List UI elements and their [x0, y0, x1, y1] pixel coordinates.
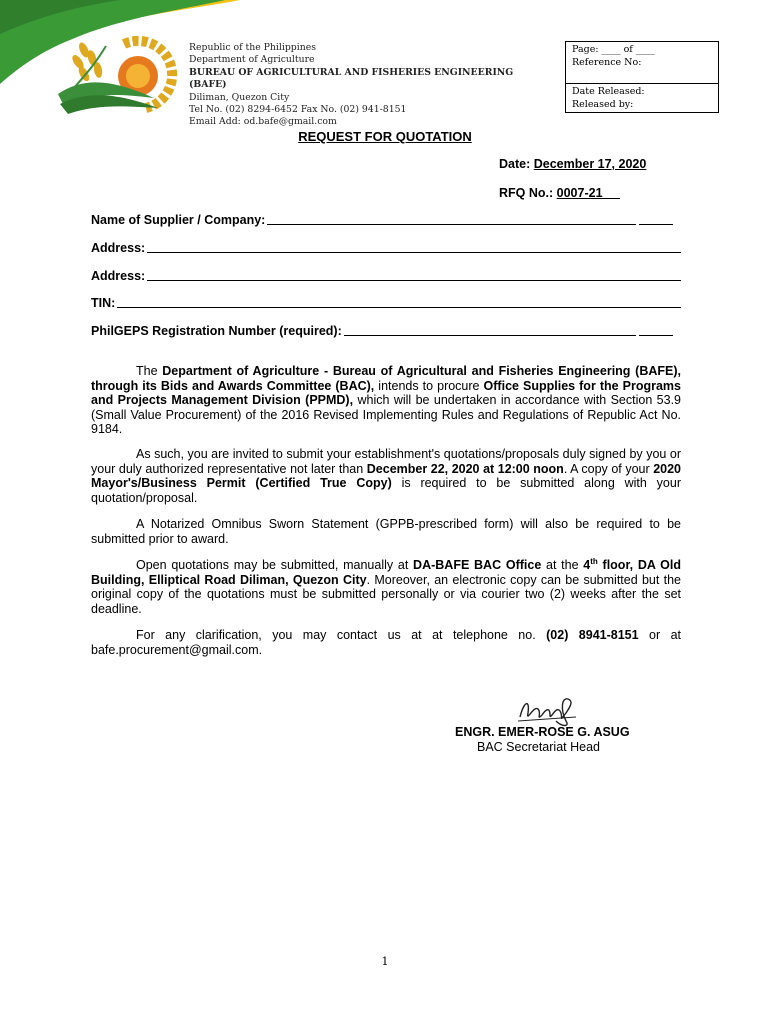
address2-field[interactable]	[91, 267, 681, 283]
rfq-value: 0007-21	[556, 186, 603, 200]
record-box-top	[565, 41, 719, 84]
released-by-field: Released by:	[572, 99, 634, 110]
signature-image	[516, 695, 578, 729]
supplier-label: Name of Supplier / Company:	[91, 213, 266, 227]
bafe-logo	[54, 36, 178, 118]
document-title: REQUEST FOR QUOTATION	[298, 129, 472, 144]
supplier-blank[interactable]	[267, 223, 636, 225]
page-field: Page: ____ of ____	[572, 44, 655, 55]
signatory-name: ENGR. EMER-ROSE G. ASUG	[455, 725, 630, 739]
contact-email: or at bafe.procurement@gmail.com.	[91, 628, 681, 657]
address1-label: Address:	[91, 241, 146, 255]
address-text: Diliman, Quezon City	[189, 91, 290, 103]
philgeps-label: PhilGEPS Registration Number (required):	[91, 324, 342, 338]
date-label: Date:	[499, 157, 534, 171]
supplier-field[interactable]	[91, 211, 681, 227]
paragraph-3: A Notarized Omnibus Sworn Statement (GPPB-prescribed form) will also be required to be submitted prior to award.	[91, 517, 681, 546]
paragraph-4: Open quotations may be submitted, manually at DA-BAFE BAC Office at the 4th floor, DA Old Building, Elliptical Road Diliman, Quezon City. Moreover, an electronic copy can be submitted but the original copy of the quotations must be submitted personally or via courier two (2) weeks after the set deadline.	[91, 556, 681, 616]
permit-requirement: 2020 Mayor's/Business Permit (Certified True Copy)	[91, 461, 682, 491]
republic-text: Republic of the Philippines	[189, 42, 316, 53]
contact-phone: (02) 8941-8151	[546, 628, 639, 642]
tin-field[interactable]	[91, 294, 681, 310]
signatory-position: BAC Secretariat Head	[477, 740, 600, 754]
page-number: 1	[381, 955, 389, 968]
address1-blank[interactable]	[147, 251, 681, 253]
address2-blank[interactable]	[147, 279, 681, 281]
reference-field: Reference No:	[572, 57, 642, 68]
paragraph-1: The Department of Agriculture - Bureau of Agricultural and Fisheries Engineering (BAFE), through its Bids and Awards Committee (BAC), intends to procure Office Supplies for the Programs and Projects Management Division (PPMD), which will be undertaken in accordance with Section 53.9 (Small Value Procurement) of the 2016 Revised Implementing Rules and Regulations of Republic Act No. 9184.	[91, 364, 681, 437]
record-box-bottom	[565, 84, 719, 113]
address2-label: Address:	[91, 269, 146, 283]
date-value: December 17, 2020	[533, 157, 647, 171]
paragraph-5: For any clarification, you may contact us at at telephone no. (02) 8941-8151 or at bafe.procurement@gmail.com.	[91, 628, 681, 657]
agency-header	[189, 42, 549, 129]
bureau-text: BUREAU OF AGRICULTURAL AND FISHERIES ENGINEERING (BAFE)	[189, 66, 514, 91]
procurement-item: Office Supplies for the Programs and Projects Management Division (PPMD),	[91, 378, 681, 408]
office-location: floor, DA Old Building, Elliptical Road Diliman, Quezon City	[91, 558, 681, 587]
email-text: Email Add: od.bafe@gmail.com	[189, 116, 337, 128]
tin-blank[interactable]	[117, 306, 681, 308]
date-line	[499, 157, 646, 171]
department-text: Department of Agriculture	[189, 54, 315, 66]
paragraph-2: As such, you are invited to submit your establishment's quotations/proposals duly signed by you or your duly authorized representative not later than December 22, 2020 at 12:00 noon. A copy of your 2020 Mayor's/Business Permit (Certified True Copy) is required to be submitted along with your quotation/proposal.	[91, 447, 682, 505]
tin-label: TIN:	[91, 296, 116, 310]
deadline: December 22, 2020 at 12:00 noon	[366, 461, 564, 476]
address1-field[interactable]	[91, 239, 681, 255]
tel-text: Tel No. (02) 8294-6452 Fax No. (02) 941-8151	[189, 104, 407, 116]
agency-name: Department of Agriculture - Bureau of Agricultural and Fisheries Engineering (BAFE), through its Bids and Awards Committee (BAC),	[91, 364, 681, 393]
philgeps-field[interactable]	[91, 322, 681, 338]
date-released-field: Date Released:	[572, 86, 645, 97]
record-box	[565, 41, 719, 113]
rfq-label: RFQ No.:	[499, 186, 557, 200]
bac-office: DA-BAFE BAC Office	[413, 558, 542, 572]
philgeps-blank[interactable]	[344, 334, 636, 336]
rfq-line	[499, 186, 620, 200]
